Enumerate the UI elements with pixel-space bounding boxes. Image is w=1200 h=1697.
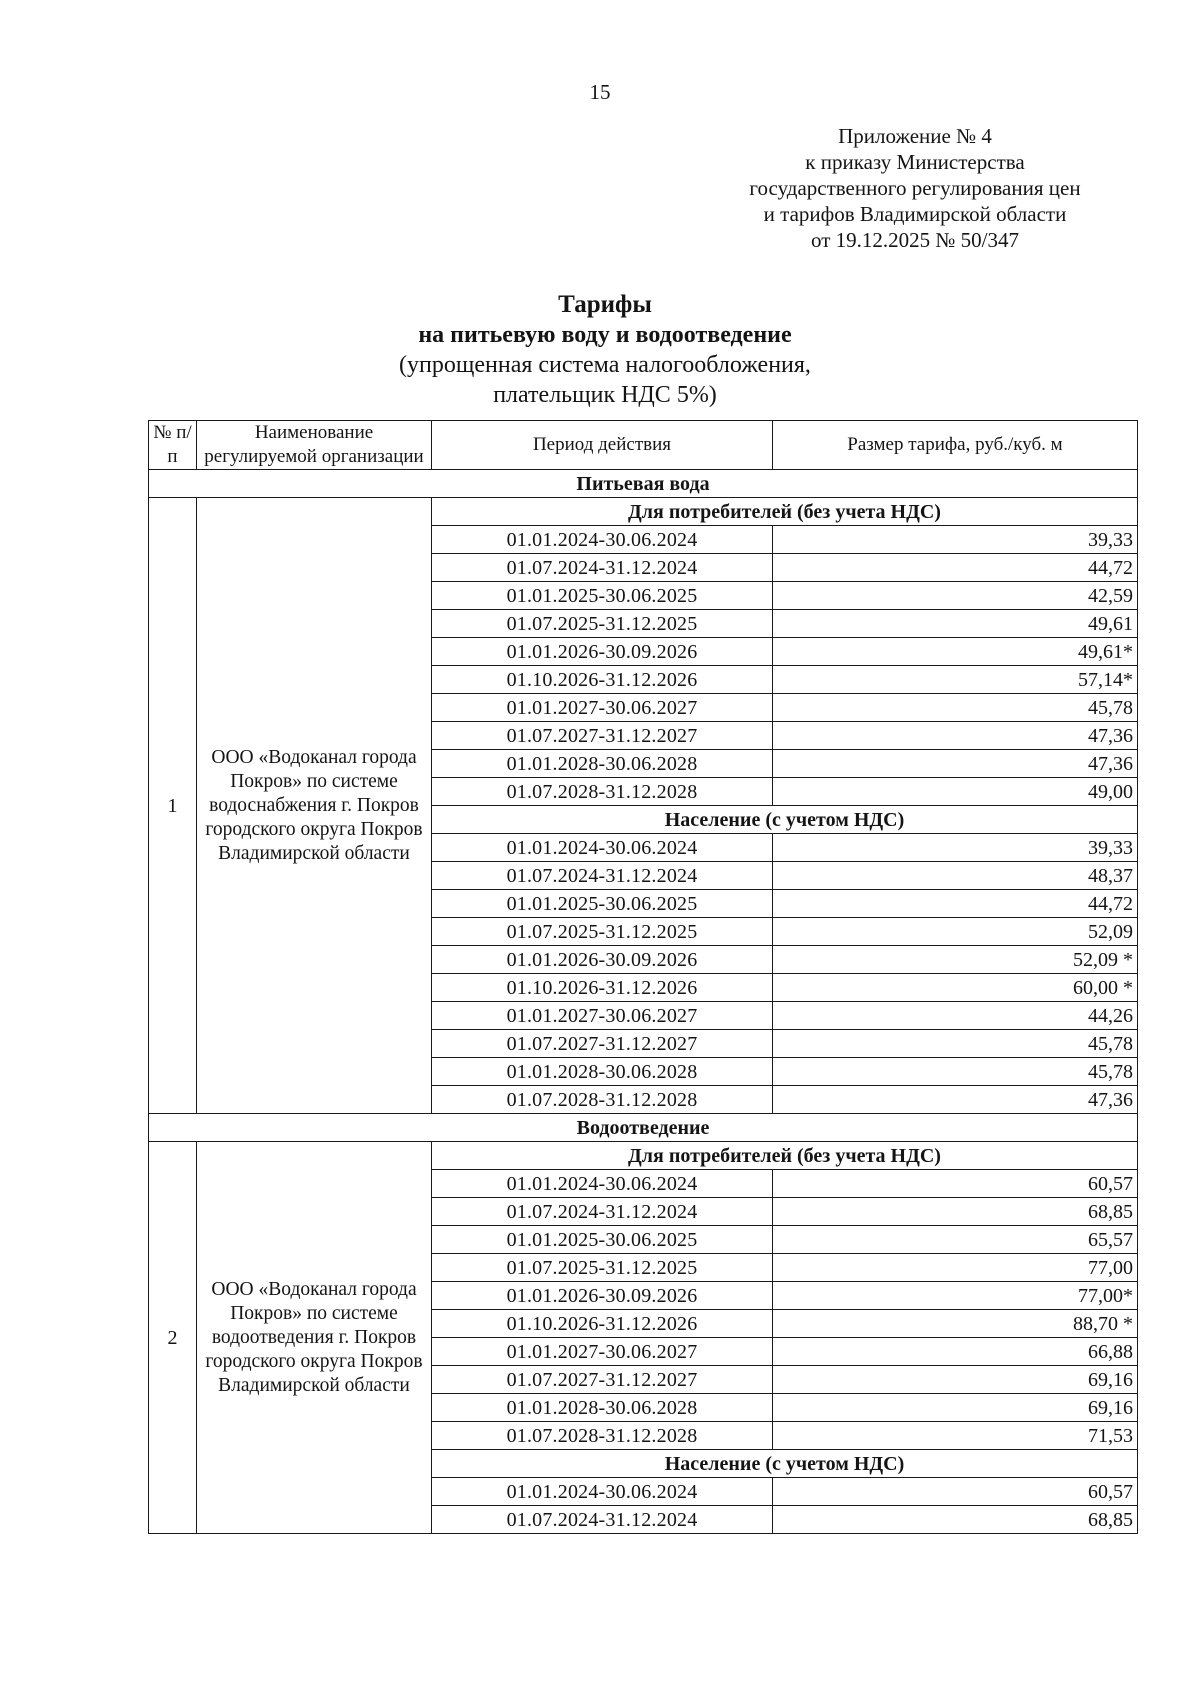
header-period: Период действия bbox=[432, 421, 773, 470]
group-title: Население (с учетом НДС) bbox=[432, 1450, 1138, 1478]
period-cell: 01.01.2028-30.06.2028 bbox=[432, 1058, 773, 1086]
tariff-value-cell: 39,33 bbox=[773, 526, 1138, 554]
row-number: 1 bbox=[149, 498, 197, 1114]
period-cell: 01.01.2024-30.06.2024 bbox=[432, 526, 773, 554]
tariff-value-cell: 39,33 bbox=[773, 834, 1138, 862]
period-cell: 01.01.2028-30.06.2028 bbox=[432, 1394, 773, 1422]
period-cell: 01.07.2024-31.12.2024 bbox=[432, 1506, 773, 1534]
organization-name: ООО «Водоканал города Покров» по системе водоснабжения г. Покров городского округа Покров Владимирской области bbox=[197, 498, 432, 1114]
tariff-value-cell: 66,88 bbox=[773, 1338, 1138, 1366]
tariff-value-cell: 88,70 * bbox=[773, 1310, 1138, 1338]
tariff-value-cell: 60,00 * bbox=[773, 974, 1138, 1002]
tariff-value-cell: 68,85 bbox=[773, 1506, 1138, 1534]
group-title: Население (с учетом НДС) bbox=[432, 806, 1138, 834]
period-cell: 01.07.2028-31.12.2028 bbox=[432, 1086, 773, 1114]
period-cell: 01.07.2027-31.12.2027 bbox=[432, 1030, 773, 1058]
tariff-value-cell: 52,09 bbox=[773, 918, 1138, 946]
title-sub: на питьевую воду и водоотведение bbox=[418, 322, 792, 348]
tariff-value-cell: 47,36 bbox=[773, 1086, 1138, 1114]
tariff-value-cell: 69,16 bbox=[773, 1366, 1138, 1394]
row-number: 2 bbox=[149, 1142, 197, 1534]
tariff-value-cell: 48,37 bbox=[773, 862, 1138, 890]
period-cell: 01.01.2024-30.06.2024 bbox=[432, 1170, 773, 1198]
period-cell: 01.07.2027-31.12.2027 bbox=[432, 1366, 773, 1394]
header-org: Наименование регулируемой организации bbox=[197, 421, 432, 470]
tariff-value-cell: 47,36 bbox=[773, 722, 1138, 750]
period-cell: 01.07.2024-31.12.2024 bbox=[432, 554, 773, 582]
section-title: Питьевая вода bbox=[149, 470, 1138, 498]
tariff-value-cell: 45,78 bbox=[773, 1030, 1138, 1058]
tariff-value-cell: 60,57 bbox=[773, 1170, 1138, 1198]
tariffs-table bbox=[148, 420, 1138, 1534]
period-cell: 01.01.2024-30.06.2024 bbox=[432, 834, 773, 862]
tariff-value-cell: 44,72 bbox=[773, 890, 1138, 918]
appendix-line: к приказу Министерства bbox=[805, 150, 1025, 174]
section-title: Водоотведение bbox=[149, 1114, 1138, 1142]
period-cell: 01.01.2024-30.06.2024 bbox=[432, 1478, 773, 1506]
tariff-value-cell: 68,85 bbox=[773, 1198, 1138, 1226]
table-header-row bbox=[149, 421, 1138, 470]
tariff-value-cell: 60,57 bbox=[773, 1478, 1138, 1506]
tariff-value-cell: 49,61* bbox=[773, 638, 1138, 666]
tariff-value-cell: 47,36 bbox=[773, 750, 1138, 778]
tariffs-table-body bbox=[149, 421, 1138, 1534]
period-cell: 01.01.2025-30.06.2025 bbox=[432, 890, 773, 918]
period-cell: 01.01.2028-30.06.2028 bbox=[432, 750, 773, 778]
appendix-line: от 19.12.2025 № 50/347 bbox=[810, 228, 1020, 252]
period-cell: 01.01.2027-30.06.2027 bbox=[432, 1338, 773, 1366]
title-note-line2: плательщик НДС 5%) bbox=[493, 382, 717, 408]
appendix-line: и тарифов Владимирской области bbox=[763, 202, 1067, 226]
group-title-row bbox=[149, 498, 1138, 526]
tariff-value-cell: 77,00* bbox=[773, 1282, 1138, 1310]
organization-name: ООО «Водоканал города Покров» по системе водоотведения г. Покров городского округа Покров Владимирской области bbox=[197, 1142, 432, 1534]
appendix-block bbox=[690, 123, 1140, 253]
tariff-value-cell: 65,57 bbox=[773, 1226, 1138, 1254]
period-cell: 01.01.2025-30.06.2025 bbox=[432, 582, 773, 610]
tariff-value-cell: 49,61 bbox=[773, 610, 1138, 638]
period-cell: 01.07.2027-31.12.2027 bbox=[432, 722, 773, 750]
tariff-value-cell: 52,09 * bbox=[773, 946, 1138, 974]
period-cell: 01.07.2025-31.12.2025 bbox=[432, 1254, 773, 1282]
header-size: Размер тарифа, руб./куб. м bbox=[773, 421, 1138, 470]
period-cell: 01.01.2027-30.06.2027 bbox=[432, 1002, 773, 1030]
tariff-value-cell: 44,72 bbox=[773, 554, 1138, 582]
period-cell: 01.07.2028-31.12.2028 bbox=[432, 1422, 773, 1450]
period-cell: 01.01.2026-30.09.2026 bbox=[432, 946, 773, 974]
group-title-row bbox=[149, 1142, 1138, 1170]
tariff-value-cell: 49,00 bbox=[773, 778, 1138, 806]
section-title-row bbox=[149, 1114, 1138, 1142]
period-cell: 01.01.2026-30.09.2026 bbox=[432, 1282, 773, 1310]
group-title: Для потребителей (без учета НДС) bbox=[432, 1142, 1138, 1170]
header-num: № п/п bbox=[149, 421, 197, 470]
title-note-line1: (упрощенная система налогообложения, bbox=[399, 352, 811, 378]
section-title-row bbox=[149, 470, 1138, 498]
tariff-value-cell: 45,78 bbox=[773, 694, 1138, 722]
period-cell: 01.10.2026-31.12.2026 bbox=[432, 666, 773, 694]
period-cell: 01.10.2026-31.12.2026 bbox=[432, 974, 773, 1002]
period-cell: 01.10.2026-31.12.2026 bbox=[432, 1310, 773, 1338]
period-cell: 01.01.2027-30.06.2027 bbox=[432, 694, 773, 722]
period-cell: 01.07.2024-31.12.2024 bbox=[432, 862, 773, 890]
appendix-line: Приложение № 4 bbox=[838, 124, 992, 148]
page-number: 15 bbox=[589, 80, 611, 104]
appendix-line: государственного регулирования цен bbox=[749, 176, 1081, 200]
title-main: Тарифы bbox=[558, 291, 652, 318]
tariff-value-cell: 71,53 bbox=[773, 1422, 1138, 1450]
tariff-value-cell: 69,16 bbox=[773, 1394, 1138, 1422]
tariff-value-cell: 42,59 bbox=[773, 582, 1138, 610]
tariff-value-cell: 44,26 bbox=[773, 1002, 1138, 1030]
period-cell: 01.07.2025-31.12.2025 bbox=[432, 610, 773, 638]
group-title: Для потребителей (без учета НДС) bbox=[432, 498, 1138, 526]
tariff-value-cell: 77,00 bbox=[773, 1254, 1138, 1282]
period-cell: 01.07.2025-31.12.2025 bbox=[432, 918, 773, 946]
period-cell: 01.07.2024-31.12.2024 bbox=[432, 1198, 773, 1226]
period-cell: 01.01.2025-30.06.2025 bbox=[432, 1226, 773, 1254]
period-cell: 01.07.2028-31.12.2028 bbox=[432, 778, 773, 806]
tariff-value-cell: 45,78 bbox=[773, 1058, 1138, 1086]
tariff-value-cell: 57,14* bbox=[773, 666, 1138, 694]
document-title bbox=[160, 290, 1050, 410]
period-cell: 01.01.2026-30.09.2026 bbox=[432, 638, 773, 666]
